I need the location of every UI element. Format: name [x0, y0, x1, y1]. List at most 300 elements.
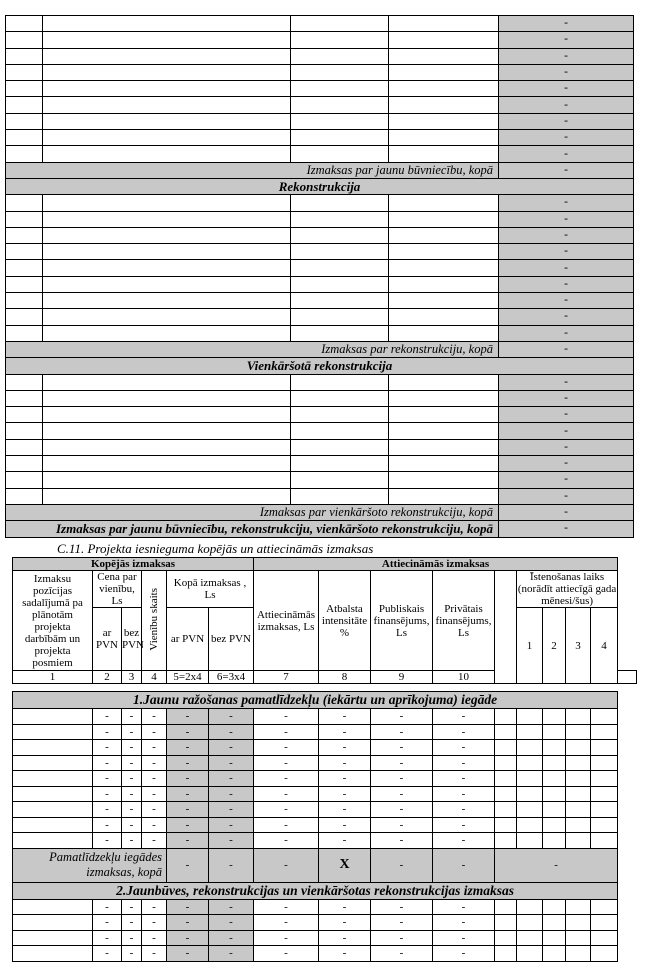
value-cell: -	[142, 755, 167, 771]
section-row	[13, 882, 637, 899]
value-cell: -	[499, 293, 634, 309]
value-cell: -	[371, 946, 433, 962]
table-row	[13, 946, 637, 962]
empty-cell	[566, 802, 591, 818]
value-cell: -	[122, 786, 142, 802]
value-cell: -	[142, 833, 167, 849]
value-cell: -	[142, 817, 167, 833]
table-row	[6, 195, 634, 211]
empty-cell	[591, 724, 618, 740]
value-cell: -	[371, 930, 433, 946]
value-cell: -	[142, 802, 167, 818]
empty-cell	[517, 786, 543, 802]
header-total-costs: Kopējās izmaksas	[13, 558, 254, 571]
empty-cell	[517, 740, 543, 756]
table-row	[13, 786, 637, 802]
value-cell: -	[319, 709, 371, 725]
value-cell: -	[167, 915, 209, 931]
value-cell: -	[499, 130, 634, 146]
value-cell: -	[499, 488, 634, 504]
empty-cell	[6, 374, 43, 390]
empty-cell	[389, 211, 499, 227]
value-cell: -	[142, 740, 167, 756]
value-cell: -	[167, 802, 209, 818]
total-row	[6, 162, 634, 178]
value-cell: -	[433, 899, 495, 915]
total-value: -	[254, 848, 319, 882]
value-cell: -	[122, 915, 142, 931]
value-cell: -	[209, 740, 254, 756]
value-cell: -	[433, 709, 495, 725]
empty-cell	[43, 16, 291, 32]
table-row	[6, 488, 634, 504]
empty-cell	[495, 817, 517, 833]
empty-cell	[566, 709, 591, 725]
value-cell: -	[371, 709, 433, 725]
value-cell: -	[142, 930, 167, 946]
empty-cell	[495, 755, 517, 771]
eligible-costs-table	[12, 557, 637, 962]
value-cell: -	[167, 709, 209, 725]
value-cell: -	[209, 724, 254, 740]
empty-cell	[495, 740, 517, 756]
header-private: Privātais finansējums, Ls	[433, 571, 495, 671]
value-cell: -	[433, 802, 495, 818]
section-title: Rekonstrukcija	[6, 178, 634, 194]
empty-cell	[566, 915, 591, 931]
value-cell: -	[93, 802, 122, 818]
empty-cell	[43, 325, 291, 341]
section-title: 2.Jaunbūves, rekonstrukcijas un vienkāršotas rekonstrukcijas izmaksas	[13, 882, 618, 899]
table-row	[6, 81, 634, 97]
empty-cell	[291, 293, 389, 309]
spacer-row	[13, 684, 637, 692]
value-cell: -	[499, 325, 634, 341]
empty-cell	[495, 899, 517, 915]
value-cell: -	[209, 930, 254, 946]
empty-cell	[43, 244, 291, 260]
section-title: Vienkāršotā rekonstrukcija	[6, 358, 634, 374]
empty-cell	[543, 802, 566, 818]
value-cell: -	[122, 755, 142, 771]
value-cell: -	[122, 771, 142, 787]
empty-cell	[389, 488, 499, 504]
column-number: 4	[142, 671, 167, 684]
table-row	[13, 709, 637, 725]
empty-cell	[389, 293, 499, 309]
value-cell: -	[142, 724, 167, 740]
empty-cell	[543, 709, 566, 725]
table-row	[6, 16, 634, 32]
empty-cell	[543, 786, 566, 802]
empty-cell	[543, 817, 566, 833]
empty-cell	[13, 930, 93, 946]
table-row	[13, 817, 637, 833]
empty-cell	[618, 671, 637, 684]
month-4: 4	[591, 608, 618, 684]
value-cell: -	[371, 724, 433, 740]
value-cell: -	[433, 724, 495, 740]
empty-cell	[291, 472, 389, 488]
empty-cell	[389, 309, 499, 325]
empty-cell	[389, 146, 499, 162]
empty-cell	[543, 724, 566, 740]
empty-cell	[43, 64, 291, 80]
empty-cell	[566, 755, 591, 771]
section-row	[6, 178, 634, 194]
total-label: Izmaksas par rekonstrukciju, kopā	[6, 341, 499, 357]
empty-cell	[566, 817, 591, 833]
empty-cell	[6, 260, 43, 276]
empty-cell	[566, 740, 591, 756]
empty-cell	[495, 946, 517, 962]
value-cell: -	[167, 817, 209, 833]
empty-cell	[6, 407, 43, 423]
total-label: Izmaksas par jaunu būvniecību, rekonstrukciju, vienkāršoto rekonstrukciju, kopā	[6, 521, 499, 537]
total-value: -	[209, 848, 254, 882]
value-cell: -	[167, 724, 209, 740]
empty-cell	[6, 16, 43, 32]
value-cell: -	[209, 771, 254, 787]
table-row	[6, 472, 634, 488]
empty-cell	[389, 407, 499, 423]
header-unit-price: Cena par vienību, Ls	[93, 571, 142, 608]
value-cell: -	[142, 786, 167, 802]
empty-cell	[43, 130, 291, 146]
empty-cell	[495, 786, 517, 802]
total-label: Izmaksas par vienkāršoto rekonstrukciju, kopā	[6, 504, 499, 520]
table-row	[6, 113, 634, 129]
total-value: -	[499, 521, 634, 537]
empty-cell	[6, 472, 43, 488]
header-eligible-costs: Attiecināmās izmaksas	[254, 558, 618, 571]
empty-cell	[291, 488, 389, 504]
value-cell: -	[499, 32, 634, 48]
column-number: 8	[319, 671, 371, 684]
value-cell: -	[254, 740, 319, 756]
value-cell: -	[93, 709, 122, 725]
value-cell: -	[209, 899, 254, 915]
value-cell: -	[122, 833, 142, 849]
header-public: Publiskais finansējums, Ls	[371, 571, 433, 671]
value-cell: -	[93, 755, 122, 771]
empty-cell	[6, 244, 43, 260]
empty-cell	[389, 374, 499, 390]
empty-cell	[6, 423, 43, 439]
value-cell: -	[499, 211, 634, 227]
value-cell: -	[499, 390, 634, 406]
empty-cell	[517, 817, 543, 833]
value-cell: -	[499, 244, 634, 260]
total-value: -	[499, 504, 634, 520]
header-blank	[495, 571, 517, 684]
value-cell: -	[499, 374, 634, 390]
value-cell: -	[319, 771, 371, 787]
table-row	[6, 293, 634, 309]
value-cell: -	[499, 81, 634, 97]
empty-cell	[13, 833, 93, 849]
empty-cell	[43, 423, 291, 439]
empty-cell	[543, 930, 566, 946]
empty-cell	[389, 113, 499, 129]
empty-cell	[43, 260, 291, 276]
value-cell: -	[499, 260, 634, 276]
empty-cell	[43, 211, 291, 227]
value-cell: -	[433, 755, 495, 771]
empty-cell	[6, 113, 43, 129]
empty-cell	[291, 113, 389, 129]
empty-cell	[591, 755, 618, 771]
value-cell: -	[499, 407, 634, 423]
empty-cell	[389, 423, 499, 439]
table-row	[6, 423, 634, 439]
empty-cell	[591, 817, 618, 833]
empty-cell	[6, 130, 43, 146]
empty-cell	[389, 276, 499, 292]
table-row	[6, 97, 634, 113]
table-row	[6, 325, 634, 341]
total-value: -	[167, 848, 209, 882]
value-cell: -	[93, 899, 122, 915]
value-cell: -	[433, 740, 495, 756]
empty-cell	[43, 488, 291, 504]
empty-cell	[13, 709, 93, 725]
value-cell: -	[122, 724, 142, 740]
empty-cell	[591, 802, 618, 818]
empty-cell	[6, 146, 43, 162]
section-row	[6, 358, 634, 374]
value-cell: -	[499, 48, 634, 64]
section-title: 1.Jaunu ražošanas pamatlīdzekļu (iekārtu un aprīkojuma) iegāde	[13, 692, 618, 709]
empty-cell	[543, 946, 566, 962]
empty-cell	[389, 130, 499, 146]
value-cell: -	[254, 930, 319, 946]
empty-cell	[566, 786, 591, 802]
empty-cell	[517, 930, 543, 946]
empty-cell	[13, 817, 93, 833]
header-price-with-vat: ar PVN	[93, 608, 122, 671]
empty-cell	[543, 915, 566, 931]
empty-cell	[43, 293, 291, 309]
column-number: 9	[371, 671, 433, 684]
total-value: -	[499, 341, 634, 357]
empty-cell	[13, 946, 93, 962]
value-cell: -	[433, 771, 495, 787]
empty-cell	[517, 771, 543, 787]
empty-cell	[591, 740, 618, 756]
value-cell: -	[319, 817, 371, 833]
empty-cell	[43, 146, 291, 162]
value-cell: -	[254, 771, 319, 787]
value-cell: -	[371, 740, 433, 756]
empty-cell	[591, 771, 618, 787]
value-cell: -	[93, 915, 122, 931]
empty-cell	[13, 724, 93, 740]
empty-cell	[291, 16, 389, 32]
empty-cell	[591, 833, 618, 849]
empty-cell	[389, 325, 499, 341]
table-row	[13, 802, 637, 818]
empty-cell	[591, 899, 618, 915]
empty-cell	[291, 423, 389, 439]
month-3: 3	[566, 608, 591, 684]
table-row	[13, 771, 637, 787]
empty-cell	[13, 786, 93, 802]
table-row	[13, 899, 637, 915]
empty-cell	[291, 374, 389, 390]
table-row	[6, 276, 634, 292]
empty-cell	[543, 771, 566, 787]
table-row	[6, 374, 634, 390]
value-cell: -	[499, 16, 634, 32]
value-cell: -	[254, 724, 319, 740]
value-cell: -	[499, 309, 634, 325]
table-row	[13, 755, 637, 771]
empty-cell	[6, 390, 43, 406]
column-number: 6=3x4	[209, 671, 254, 684]
empty-cell	[389, 48, 499, 64]
x-mark: X	[319, 848, 371, 882]
empty-cell	[543, 899, 566, 915]
value-cell: -	[142, 915, 167, 931]
value-cell: -	[319, 946, 371, 962]
value-cell: -	[319, 755, 371, 771]
value-cell: -	[209, 817, 254, 833]
value-cell: -	[167, 930, 209, 946]
value-cell: -	[122, 899, 142, 915]
empty-cell	[591, 786, 618, 802]
empty-cell	[389, 32, 499, 48]
empty-cell	[389, 64, 499, 80]
value-cell: -	[499, 423, 634, 439]
empty-cell	[291, 244, 389, 260]
empty-cell	[291, 64, 389, 80]
empty-cell	[517, 915, 543, 931]
value-cell: -	[319, 786, 371, 802]
value-cell: -	[122, 740, 142, 756]
empty-cell	[517, 802, 543, 818]
value-cell: -	[319, 915, 371, 931]
table-row	[13, 930, 637, 946]
empty-cell	[495, 709, 517, 725]
empty-cell	[6, 293, 43, 309]
empty-cell	[13, 755, 93, 771]
total-row	[6, 504, 634, 520]
table-row	[6, 227, 634, 243]
value-cell: -	[433, 817, 495, 833]
empty-cell	[43, 309, 291, 325]
empty-cell	[43, 97, 291, 113]
empty-cell	[566, 833, 591, 849]
value-cell: -	[142, 709, 167, 725]
empty-cell	[291, 227, 389, 243]
total-row	[6, 521, 634, 537]
empty-cell	[6, 97, 43, 113]
spacer-cell	[13, 684, 618, 692]
empty-cell	[495, 915, 517, 931]
value-cell: -	[142, 946, 167, 962]
value-cell: -	[209, 915, 254, 931]
empty-cell	[291, 211, 389, 227]
empty-cell	[13, 899, 93, 915]
empty-cell	[591, 915, 618, 931]
empty-cell	[13, 771, 93, 787]
empty-cell	[43, 227, 291, 243]
empty-cell	[389, 439, 499, 455]
empty-cell	[6, 456, 43, 472]
header-breakdown: Izmaksu pozīcijas sadalījumā pa plānotām projekta darbībām un projekta posmiem	[13, 571, 93, 671]
table-row	[6, 146, 634, 162]
header-total-cost: Kopā izmaksas , Ls	[167, 571, 254, 608]
total-value: -	[371, 848, 433, 882]
empty-cell	[291, 195, 389, 211]
empty-cell	[6, 227, 43, 243]
value-cell: -	[371, 802, 433, 818]
empty-cell	[495, 802, 517, 818]
column-number: 3	[122, 671, 142, 684]
empty-cell	[291, 309, 389, 325]
value-cell: -	[433, 915, 495, 931]
value-cell: -	[209, 946, 254, 962]
table-row	[6, 390, 634, 406]
empty-cell	[291, 130, 389, 146]
value-cell: -	[122, 709, 142, 725]
column-number: 10	[433, 671, 495, 684]
value-cell: -	[93, 946, 122, 962]
empty-cell	[495, 771, 517, 787]
value-cell: -	[93, 786, 122, 802]
value-cell: -	[371, 755, 433, 771]
table-row	[6, 456, 634, 472]
value-cell: -	[499, 439, 634, 455]
value-cell: -	[433, 833, 495, 849]
value-cell: -	[93, 771, 122, 787]
empty-cell	[6, 439, 43, 455]
value-cell: -	[254, 802, 319, 818]
table-row	[13, 915, 637, 931]
empty-cell	[43, 439, 291, 455]
value-cell: -	[93, 833, 122, 849]
table-row	[6, 260, 634, 276]
empty-cell	[43, 32, 291, 48]
empty-cell	[291, 48, 389, 64]
header-eligible: Attiecināmās izmaksas, Ls	[254, 571, 319, 671]
empty-cell	[43, 472, 291, 488]
table-row	[6, 130, 634, 146]
value-cell: -	[254, 833, 319, 849]
empty-cell	[43, 456, 291, 472]
section-row	[13, 692, 637, 709]
value-cell: -	[319, 740, 371, 756]
empty-cell	[566, 946, 591, 962]
empty-cell	[291, 439, 389, 455]
empty-cell	[543, 740, 566, 756]
empty-cell	[291, 325, 389, 341]
value-cell: -	[93, 817, 122, 833]
header-total-with-vat: ar PVN	[167, 608, 209, 671]
empty-cell	[291, 81, 389, 97]
empty-cell	[43, 407, 291, 423]
value-cell: -	[433, 930, 495, 946]
value-cell: -	[167, 786, 209, 802]
empty-cell	[291, 32, 389, 48]
value-cell: -	[499, 472, 634, 488]
value-cell: -	[122, 946, 142, 962]
empty-cell	[43, 374, 291, 390]
value-cell: -	[499, 64, 634, 80]
value-cell: -	[93, 724, 122, 740]
value-cell: -	[499, 227, 634, 243]
